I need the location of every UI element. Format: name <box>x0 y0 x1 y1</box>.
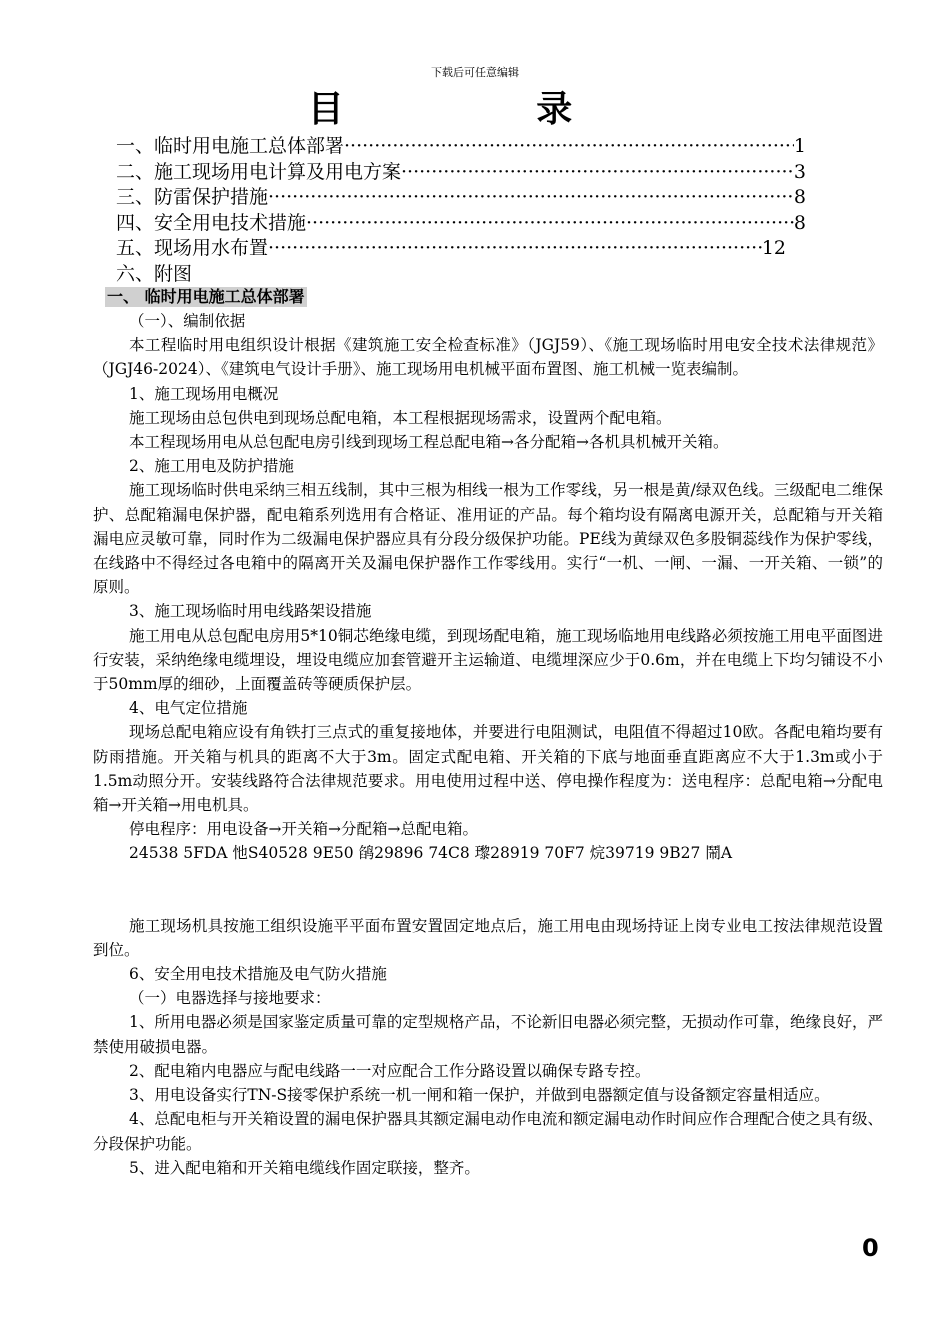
subsection-heading: （一）电器选择与接地要求： <box>129 989 331 1008</box>
subsection-heading: （一）、编制依据 <box>129 312 246 330</box>
paragraph: 4、总配电柜与开关箱设置的漏电保护器具其额定漏电动作电流和额定漏电动作时间应作合理配合使之具有级、分段保护功能。 <box>93 1110 883 1153</box>
toc-entry-title: 四、安全用电技术措施 <box>116 211 307 234</box>
toc-entry-title: 五、现场用水布置 <box>116 237 269 259</box>
toc-entry[interactable] <box>116 160 806 186</box>
toc-entry[interactable] <box>116 211 806 237</box>
toc-entry[interactable] <box>116 134 806 160</box>
paragraph: 施工现场临时供电采纳三相五线制，其中三根为相线一根为工作零线，另一根是黄/绿双色线。三级配电二维保护、总配箱漏电保护器，配电箱系列选用有合格证、准用证的产品。每个箱均设有隔离电源开关，总配箱与开关箱漏电应灵敏可靠，同时作为二级漏电保护器应具有分段分级保护功能。PE线为黄绿双色多股铜蕊线作为保护零线，在线路中不得经过各电箱中的隔离开关及漏电保护器作工作零线用。实行“一机、一闸、一漏、一开关箱、一锁”的原则。 <box>93 481 883 597</box>
paragraph: 施工用电从总包配电房用5*10铜芯绝缘电缆，到现场配电箱，施工现场临地用电线路必须按施工用电平面图进行安装，采纳绝缘电缆埋设，埋设电缆应加套管避开主运输道、电缆埋深应少于0.6m，并在电缆上下均匀铺设不小于50mm厚的细砂，上面覆盖砖等硬质保护层。 <box>93 626 883 694</box>
toc-entry-page: 8 <box>793 211 806 234</box>
paragraph: 本工程现场用电从总包配电房引线到现场工程总配电箱→各分配箱→各机具机械开关箱。 <box>129 433 729 452</box>
section-heading: 一、 临时用电施工总体部署 <box>107 287 305 306</box>
paragraph: 施工现场由总包供电到现场总配电箱，本工程根据现场需求，设置两个配电箱。 <box>129 408 672 427</box>
subsection-heading: 1、施工现场用电概况 <box>129 384 279 403</box>
toc-leader <box>268 236 762 262</box>
blank-space <box>93 866 883 914</box>
toc-leader <box>306 211 794 237</box>
toc-entry-page: 12 <box>761 237 786 259</box>
toc-leader <box>344 134 794 160</box>
toc-entry-title: 二、施工现场用电计算及用电方案 <box>116 160 402 183</box>
toc-leader <box>401 160 794 186</box>
toc-entry-title: 三、防雷保护措施 <box>116 186 269 208</box>
paragraph: 2、配电箱内电器应与配电线路一一对应配合工作分路设置以确保专路专控。 <box>129 1061 651 1080</box>
toc-entry-title: 六、附图 <box>116 262 193 285</box>
toc-entry-page: 8 <box>793 186 806 208</box>
paragraph: 5、进入配电箱和开关箱电缆线作固定联接，整齐。 <box>129 1158 480 1177</box>
toc-entry-page: 3 <box>793 160 806 183</box>
toc-entry-page: 1 <box>793 135 806 157</box>
toc-entry[interactable] <box>116 236 786 262</box>
subsection-heading: 3、施工现场临时用电线路架设措施 <box>129 602 372 621</box>
table-of-contents <box>116 134 806 287</box>
paragraph: 施工现场机具按施工组织设施平平面布置安置固定地点后，施工用电由现场持证上岗专业电工按法律规范设置到位。 <box>93 916 883 959</box>
document-body <box>93 309 883 1180</box>
page-number: 0 <box>862 1234 879 1262</box>
subsection-heading: 4、电气定位措施 <box>129 699 248 718</box>
encoded-text-line: 24538 5FDA 忚S40528 9E50 鹐29896 74C8 瓈28919 70F7 烷39719 9B27 鬧A <box>129 844 733 863</box>
header-note: 下载后可任意编辑 <box>431 66 519 79</box>
paragraph: 3、用电设备实行TN-S接零保护系统一机一闸和箱一保护，并做到电器额定值与设备额定容量相适应。 <box>129 1086 830 1105</box>
paragraph: 1、所用电器必须是国家鉴定质量可靠的定型规格产品，不论新旧电器必须完整，无损动作可靠，绝缘良好，严禁使用破损电器。 <box>93 1013 883 1056</box>
toc-entry-title: 一、临时用电施工总体部署 <box>116 135 345 157</box>
toc-leader <box>268 185 794 211</box>
paragraph: 现场总配电箱应设有角铁打三点式的重复接地体，并要进行电阻测试，电阻值不得超过10欧。各配电箱均要有防雨措施。开关箱与机具的距离不大于3m。固定式配电箱、开关箱的下底与地面垂直距离应不大于1.3m或小于1.5m动照分开。安装线路符合法律规范要求。用电使用过程中送、停电操作程度为：送电程序：总配电箱→分配电箱→开关箱→用电机具。 <box>93 723 883 815</box>
subsection-heading: 6、安全用电技术措施及电气防火措施 <box>129 965 387 984</box>
paragraph: 本工程临时用电组织设计根据《建筑施工安全检查标准》（JGJ59）、《施工现场临时用电安全技术法律规范》（JGJ46-2024）、《建筑电气设计手册》、施工现场用电机械平面布置图、施工机械一览表编制。 <box>93 336 883 379</box>
toc-entry[interactable] <box>116 185 806 211</box>
paragraph: 停电程序：用电设备→开关箱→分配箱→总配电箱。 <box>129 820 478 839</box>
document-title: 目 录 <box>307 88 663 130</box>
toc-entry[interactable] <box>116 262 806 288</box>
subsection-heading: 2、施工用电及防护措施 <box>129 457 294 476</box>
